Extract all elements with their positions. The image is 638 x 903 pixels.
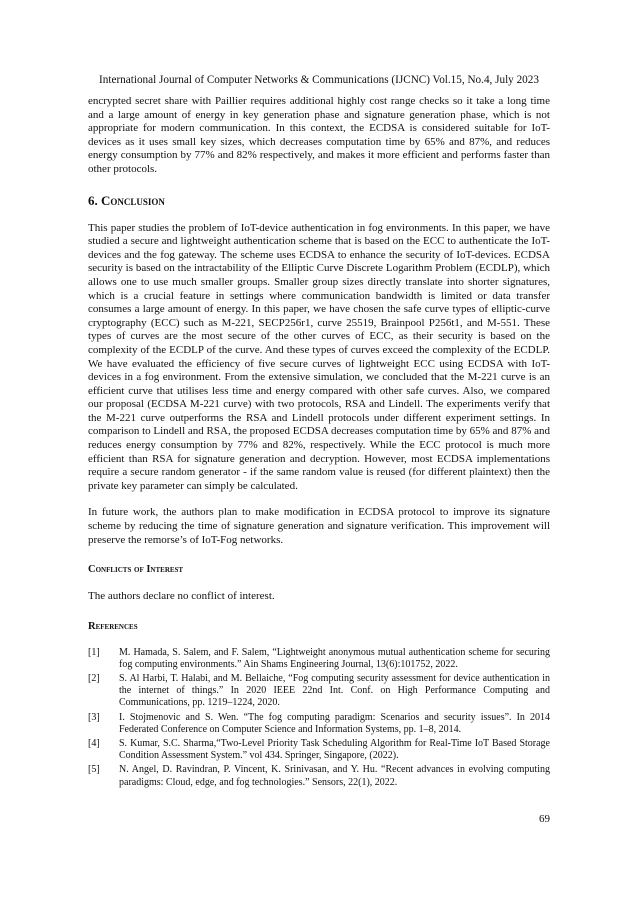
main-content xyxy=(88,95,550,791)
reference-item xyxy=(88,647,550,671)
reference-list xyxy=(88,647,550,789)
reference-text: I. Stojmenovic and S. Wen. “The fog computing paradigm: Scenarios and security issues”. In 2014 Federated Conference on Computer Science and Information Systems, pp. 1–8, 2014. xyxy=(119,711,550,735)
intro-paragraph: encrypted secret share with Paillier requires additional highly cost range checks so it take a long time and a large amount of energy in key generation phase and signature generation phase, which is not appropriate for modern communication. In this context, the ECDSA is considered suitable for IoT-devices as it uses small key sizes, which decreases computation time by 65% and 87%, and reduces energy consumption by 77% and 82% respectively, and makes it more efficient and performs faster than other protocols. xyxy=(88,95,550,175)
section-title: Conclusion xyxy=(101,192,165,208)
conflicts-heading: Conflicts of Interest xyxy=(88,564,184,576)
reference-item xyxy=(88,764,550,788)
section-number: 6. xyxy=(88,192,98,208)
conclusion-paragraph-1: This paper studies the problem of IoT-device authentication in fog environments. In this paper, we have studied a secure and lightweight authentication scheme that is based on the ECC to authenticate the IoT-devices and the fog gateway. The scheme uses ECDSA to enhance the security of IoT-devices. ECDSA security is based on the intractability of the Elliptic Curve Discrete Logarithm Problem (ECDLP), which allows one to use much smaller groups. Smaller group sizes directly translate into shorter signatures, which is a crucial feature in settings where communication bandwidth is limited or data transfer consumes a large amount of energy. In this paper, we have chosen the safe curve types of elliptic-curve cryptography (ECC) such as M-221, SECP256r1, curve 25519, Brainpool P256t1, and M-551. These types of curves are the most secure of the other curves of ECC, as their security is based on the complexity of the ECDLP of the curve. And these types of curves exceed the complexity of the ECDLP. We have evaluated the efficiency of five secure curves of lightweight ECC using ECDSA with IoT-devices in a fog environment. From the extensive simulation, we concluded that the M-221 curve is an efficient curve that utilises less time and energy compared with other safe curves. Also, we compared our proposal (ECDSA M-221 curve) with two protocols, RSA and Lindell. The experiments verify that the M-221 curve outperforms the RSA and Lindell protocols under different experiment settings. In comparison to Lindell and RSA, the proposed ECDSA decreases computation time by 65% and 87% and reduces energy consumption by 77% and 82%, respectively. While the ECC protocol is much more efficient than RSA for signature generation and decryption. However, most ECDSA implementations require a secure random generator - if the same random value is reused (for different plaintext) then the private key parameter can simply be calculated. xyxy=(88,221,550,492)
reference-item xyxy=(88,738,550,762)
reference-item xyxy=(88,712,550,736)
reference-number: [1] xyxy=(88,646,100,658)
conclusion-heading xyxy=(88,193,550,208)
reference-number: [4] xyxy=(88,738,100,750)
references-heading: References xyxy=(88,620,138,632)
reference-number: [3] xyxy=(88,711,100,723)
reference-number: [2] xyxy=(88,673,100,685)
reference-text: S. Al Harbi, T. Halabi, and M. Bellaiche, “Fog computing security assessment for device authentication in the internet of things.” In 2020 IEEE 22nd Int. Conf. on High Performance Computing and Communications, pp. 1219–1224, 2020. xyxy=(119,673,550,709)
running-header: International Journal of Computer Networks & Communications (IJCNC) Vol.15, No.4, July 2023 xyxy=(99,74,539,86)
conflicts-text: The authors declare no conflict of interest. xyxy=(88,590,275,603)
reference-text: S. Kumar, S.C. Sharma,“Two-Level Priority Task Scheduling Algorithm for Real-Time IoT Based Storage Condition Assessment System.” vol 434. Springer, Singapore, (2022). xyxy=(119,738,550,762)
paragraph-gap xyxy=(88,493,550,506)
page-number: 69 xyxy=(539,813,550,825)
reference-text: M. Hamada, S. Salem, and F. Salem, “Lightweight anonymous mutual authentication scheme for securing fog computing environments.” Ain Shams Engineering Journal, 13(6):101752, 2022. xyxy=(119,646,550,670)
reference-number: [5] xyxy=(88,764,100,776)
reference-text: N. Angel, D. Ravindran, P. Vincent, K. Srinivasan, and Y. Hu. “Recent advances in evolving computing paradigms: Cloud, edge, and fog technologies.” Sensors, 22(1), 2022. xyxy=(119,764,550,788)
conclusion-paragraph-2: In future work, the authors plan to make modification in ECDSA protocol to improve its signature scheme by reducing the time of signature generation and signature verification. This improvement will preserve the remorse’s of IoT-Fog networks. xyxy=(88,506,550,546)
reference-item xyxy=(88,673,550,709)
